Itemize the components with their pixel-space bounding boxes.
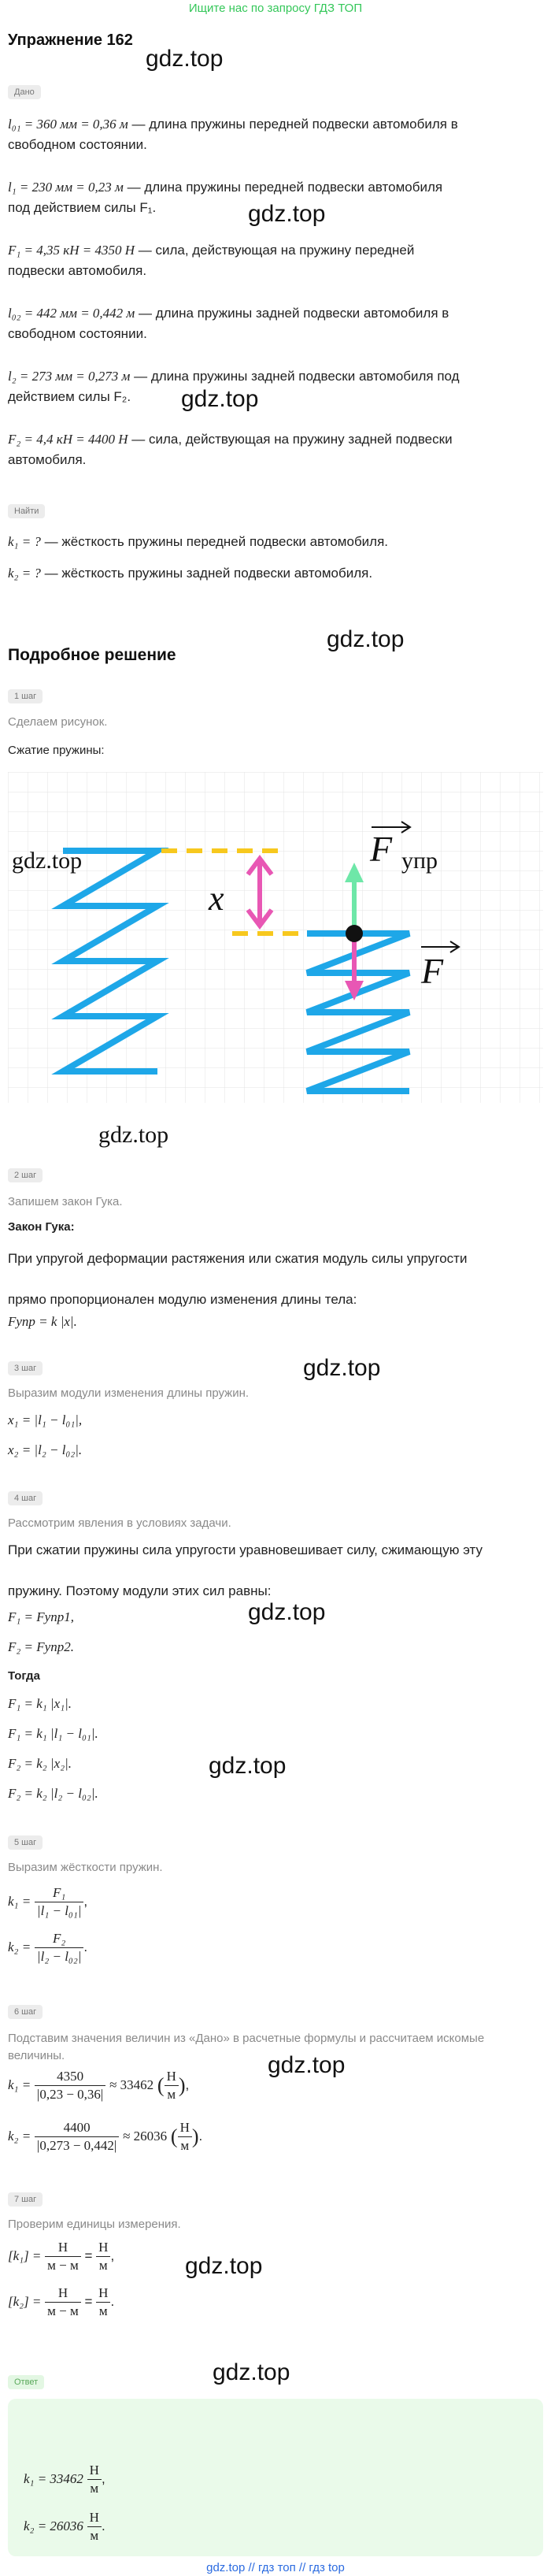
answer-tag: Ответ <box>8 2375 44 2389</box>
watermark: gdz.top <box>327 626 405 652</box>
F-label: F <box>421 951 444 991</box>
step-5-formula-k1: k₁ = $\frac{\text{F₁}}{\text{|l₁ − l₀₁|}}$ , <box>8 1885 88 1918</box>
step-1-tag: 1 шаг <box>8 689 43 703</box>
step-7-units-k2: [k₂] = $\frac{Н}{м - м}$ = $\frac{Н}{м}$ . <box>8 2285 115 2318</box>
Fupr-subscript: упр <box>401 848 438 874</box>
watermark: gdz.top <box>98 1122 169 1148</box>
watermark: gdz.top <box>303 1355 381 1381</box>
step-4-formula-5: F₂ = k₂ |x₂|. <box>8 1756 72 1771</box>
given-F2: F₂ = 4,4 кН = 4400 Н — сила, действующая на пружину задней подвески автомобиля. <box>8 432 453 467</box>
x-label: x <box>209 879 224 918</box>
step-6-formula-k1: k₁ = $\frac{4350}{|0,23 - 0,36|}$ ≈ 33462 ( $\frac{Н}{м}$ ), <box>8 2069 190 2102</box>
footer-links[interactable]: gdz.top // гдз топ // гдз top <box>206 2561 345 2574</box>
step-4-formula-4: F₁ = k₁ |l₁ − l₀₁|. <box>8 1726 98 1741</box>
given-tag: Дано <box>8 85 41 99</box>
step-4-caption: Рассмотрим явления в условиях задачи. <box>8 1516 231 1530</box>
step-2-text: При упругой деформации растяжения или сжатия модуль силы упругости прямо пропорционален модулю изменения длины тела: <box>8 1251 468 1307</box>
step-7-units-k1: [k₁] = $\frac{Н}{м - м}$ = $\frac{Н}{м}$ , <box>8 2240 115 2273</box>
given-l2: l₂ = 273 мм = 0,273 м — длина пружины задней подвески автомобиля под действием силы F₂. <box>8 369 460 404</box>
step-4-formula-1: F₁ = Fупр1, <box>8 1609 74 1624</box>
step-7-tag: 7 шаг <box>8 2192 43 2207</box>
given-l01: l₀₁ = 360 мм = 0,36 м — длина пружины передней подвески автомобиля в свободном состоянии. <box>8 117 458 152</box>
hooke-law-formula: Fупр = k |x|. <box>8 1314 77 1329</box>
spring-compression-figure <box>8 772 543 1148</box>
step-3-formula-1: x₁ = |l₁ − l₀₁|, <box>8 1412 83 1427</box>
watermark: gdz.top <box>209 1753 287 1779</box>
step-1-heading: Сжатие пружины: <box>8 744 105 757</box>
watermark: gdz.top <box>248 201 326 227</box>
step-2-heading: Закон Гука: <box>8 1220 75 1234</box>
step-4-then: Тогда <box>8 1669 40 1683</box>
given-l02: l₀₂ = 442 мм = 0,442 м — длина пружины задней подвески автомобиля в свободном состоянии. <box>8 306 449 341</box>
step-6-formula-k2: k₂ = $\frac{4400}{|0,273 - 0,442|}$ ≈ 26036 ( $\frac{Н}{м}$ ). <box>8 2120 203 2153</box>
step-2-caption: Запишем закон Гука. <box>8 1195 123 1208</box>
find-k2: k₂ = ? — жёсткость пружины задней подвески автомобиля. <box>8 566 373 581</box>
answer-k1: k₁ = 33462 $\frac{Н}{м}$ , <box>24 2463 105 2496</box>
step-4-text: При сжатии пружины сила упругости уравновешивает силу, сжимающую эту пружину. Поэтому модули этих сил равны: <box>8 1542 483 1598</box>
given-F1: F₁ = 4,35 кН = 4350 Н — сила, действующая на пружину передней подвески автомобиля. <box>8 243 415 278</box>
step-3-caption: Выразим модули изменения длины пружин. <box>8 1386 250 1400</box>
find-tag: Найти <box>8 504 45 518</box>
application-point <box>346 925 363 942</box>
answer-k2: k₂ = 26036 $\frac{Н}{м}$ . <box>24 2510 105 2543</box>
exercise-title: Упражнение 162 <box>8 32 133 49</box>
step-5-formula-k2: k₂ = $\frac{\text{F₂}}{\text{|l₂ − l₀₂|}}$ . <box>8 1931 88 1964</box>
watermark: gdz.top <box>181 386 259 412</box>
top-banner[interactable]: Ищите нас по запросу ГДЗ ТОП <box>188 2 363 15</box>
watermark: gdz.top <box>185 2253 263 2279</box>
given-l1: l₁ = 230 мм = 0,23 м — длина пружины передней подвески автомобиля под действием силы F₁. <box>8 180 443 215</box>
step-4-formula-6: F₂ = k₂ |l₂ − l₀₂|. <box>8 1786 98 1801</box>
step-3-formula-2: x₂ = |l₂ − l₀₂|. <box>8 1442 83 1457</box>
watermark: gdz.top <box>213 2359 290 2385</box>
step-5-tag: 5 шаг <box>8 1835 43 1850</box>
step-7-caption: Проверим единицы измерения. <box>8 2218 181 2231</box>
step-3-tag: 3 шаг <box>8 1361 43 1375</box>
step-1-caption: Сделаем рисунок. <box>8 715 108 729</box>
watermark: gdz.top <box>146 46 224 72</box>
step-4-tag: 4 шаг <box>8 1491 43 1505</box>
watermark: gdz.top <box>248 1599 326 1625</box>
watermark: gdz.top <box>12 848 83 874</box>
solution-title: Подробное решение <box>8 646 176 664</box>
step-4-formula-3: F₁ = k₁ |x₁|. <box>8 1696 72 1711</box>
step-6-caption: Подставим значения величин из «Дано» в расчетные формулы и рассчитаем искомые величины. <box>8 2032 485 2062</box>
step-5-caption: Выразим жёсткости пружин. <box>8 1861 163 1874</box>
find-k1: k₁ = ? — жёсткость пружины передней подвески автомобиля. <box>8 534 389 549</box>
Fupr-label: F <box>370 829 393 869</box>
step-4-formula-2: F₂ = Fупр2. <box>8 1639 74 1654</box>
watermark: gdz.top <box>268 2052 346 2078</box>
step-2-tag: 2 шаг <box>8 1168 43 1182</box>
step-6-tag: 6 шаг <box>8 2005 43 2019</box>
